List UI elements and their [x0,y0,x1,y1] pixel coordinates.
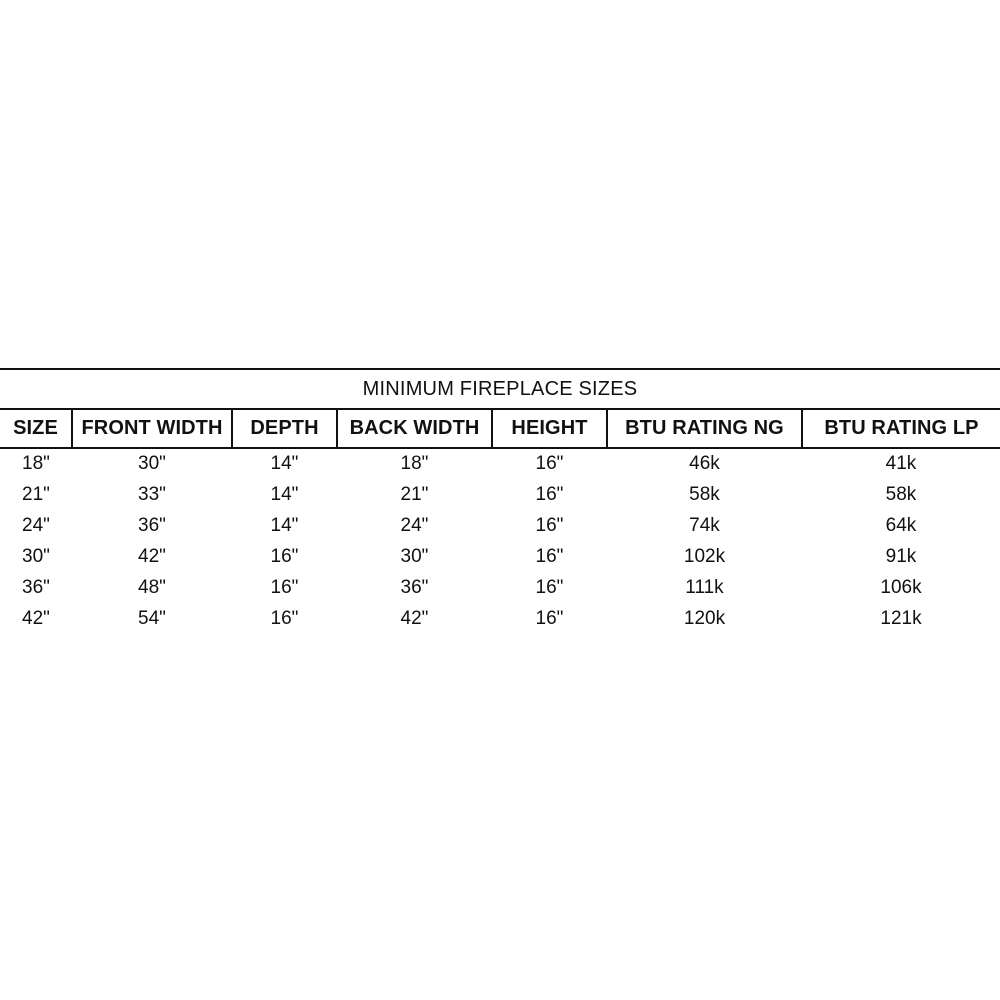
cell-size: 36" [22,576,50,598]
table-row [0,448,1000,480]
cell-back-width: 21" [400,483,429,505]
table-row [0,480,1000,511]
cell-btu-rating-lp: 106k [880,576,922,598]
cell-depth: 16" [270,545,299,567]
cell-back-width: 42" [400,607,429,629]
fireplace-sizes-table-container [0,368,1000,635]
cell-size: 30" [22,545,50,567]
cell-btu-rating-ng: 74k [689,514,720,536]
table-header-row [0,409,1000,448]
column-header-back-width: BACK WIDTH [337,409,492,448]
table-row [0,604,1000,635]
cell-size: 42" [22,607,50,629]
table-row [0,511,1000,542]
cell-depth: 14" [270,453,299,474]
cell-back-width: 30" [400,545,429,567]
column-header-btu-rating-ng: BTU RATING NG [607,409,802,448]
column-header-height: HEIGHT [492,409,607,448]
cell-btu-rating-ng: 46k [689,453,720,474]
column-header-depth: DEPTH [232,409,337,448]
cell-btu-rating-lp: 58k [885,483,917,505]
table-title: MINIMUM FIREPLACE SIZES [0,369,1000,409]
cell-front-width: 54" [138,607,166,629]
cell-back-width: 18" [400,453,429,474]
table-row [0,542,1000,573]
cell-btu-rating-ng: 120k [683,607,726,629]
cell-depth: 14" [270,514,299,536]
column-header-size: SIZE [0,409,72,448]
cell-height: 16" [535,453,564,474]
cell-btu-rating-lp: 91k [885,545,917,567]
cell-back-width: 24" [400,514,429,536]
cell-size: 18" [22,453,50,474]
cell-height: 16" [535,545,564,567]
cell-height: 16" [535,514,564,536]
table-title-row [0,369,1000,409]
cell-btu-rating-ng: 58k [689,483,720,505]
cell-height: 16" [535,576,564,598]
cell-btu-rating-lp: 41k [885,453,917,474]
column-header-btu-rating-lp: BTU RATING LP [802,409,1000,448]
cell-height: 16" [535,607,564,629]
cell-btu-rating-lp: 121k [880,607,922,629]
cell-front-width: 33" [138,483,166,505]
cell-front-width: 42" [138,545,166,567]
cell-height: 16" [535,483,564,505]
cell-depth: 14" [270,483,299,505]
fireplace-sizes-table [0,368,1000,635]
cell-btu-rating-lp: 64k [885,514,917,536]
cell-btu-rating-ng: 102k [683,545,726,567]
cell-front-width: 48" [138,576,166,598]
cell-btu-rating-ng: 111k [685,576,724,598]
table-row [0,573,1000,604]
column-header-front-width: FRONT WIDTH [72,409,232,448]
cell-size: 21" [22,483,50,505]
cell-back-width: 36" [400,576,429,598]
cell-front-width: 30" [138,453,166,474]
cell-front-width: 36" [138,514,166,536]
cell-size: 24" [22,514,50,536]
cell-depth: 16" [270,607,299,629]
cell-depth: 16" [270,576,299,598]
